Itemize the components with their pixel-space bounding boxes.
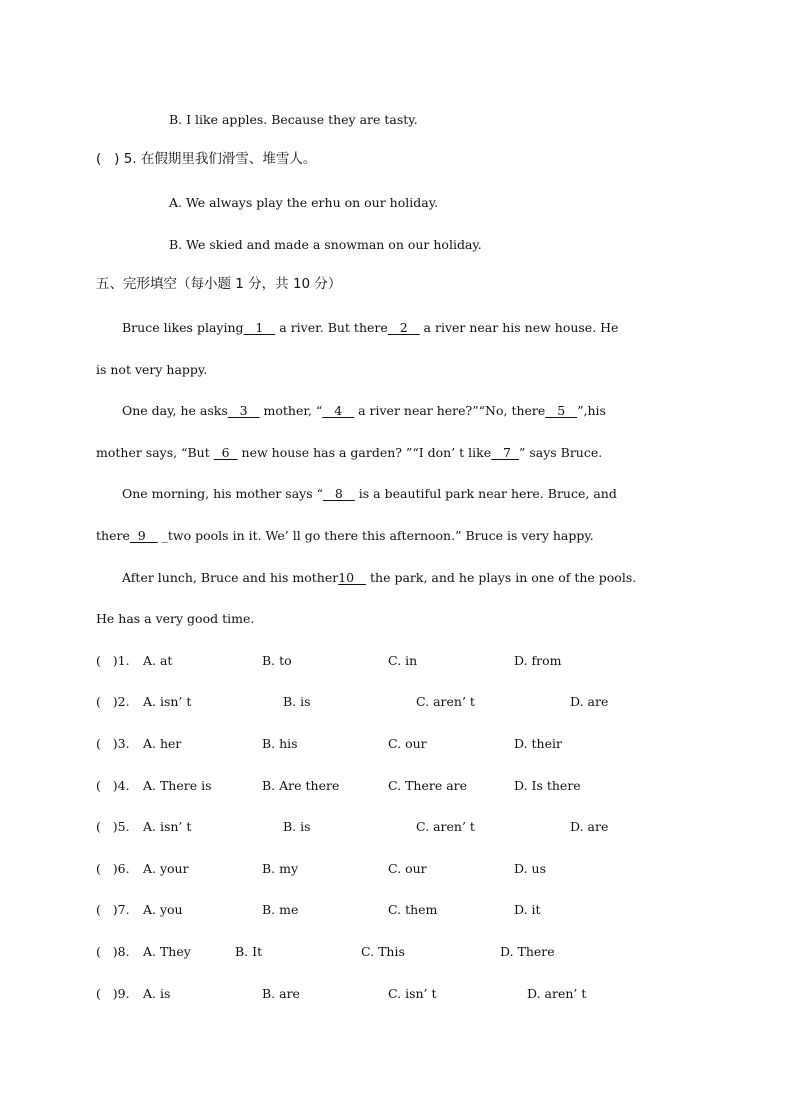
choice-option-a: A. at: [143, 653, 173, 668]
passage-text: mother, “: [259, 403, 323, 418]
choice-option-a: A. There is: [143, 778, 212, 793]
question-5-option-a: A. We always play the erhu on our holiday.: [169, 195, 439, 210]
choice-option-a: A. you: [143, 902, 183, 917]
choice-option-b: B. is: [283, 694, 311, 709]
choice-option-b: B. to: [262, 653, 292, 668]
choice-option-c: C. aren’ t: [416, 694, 475, 709]
answer-blank: 10: [338, 570, 367, 585]
passage-text: ”,his: [577, 403, 606, 418]
passage-text: One day, he asks: [122, 403, 228, 418]
choice-number: ( )8.: [96, 944, 130, 959]
passage-text: is a beautiful park near here. Bruce, and: [354, 486, 617, 501]
passage-text: is not very happy.: [96, 362, 208, 377]
passage-line: [96, 528, 594, 544]
choice-option-c: C. There are: [388, 778, 468, 793]
passage-text: He has a very good time.: [96, 611, 255, 626]
choice-option-a: A. isn’ t: [143, 819, 192, 834]
choice-option-c: C. our: [388, 861, 427, 876]
choice-option-d: D. their: [514, 736, 562, 751]
choice-number: ( )9.: [96, 986, 130, 1001]
choice-option-b: B. Are there: [262, 778, 340, 793]
choice-option-b: B. It: [235, 944, 263, 959]
passage-line: [96, 362, 207, 378]
choice-option-d: D. are: [570, 694, 609, 709]
choice-option-b: B. his: [262, 736, 298, 751]
choice-option-c: C. aren’ t: [416, 819, 475, 834]
choice-number: ( )1.: [96, 653, 130, 668]
choice-option-d: D. There: [500, 944, 555, 959]
answer-blank: 9: [129, 528, 158, 543]
choice-option-c: C. isn’ t: [388, 986, 437, 1001]
answer-blank: 6: [213, 445, 238, 460]
choice-option-a: A. your: [143, 861, 189, 876]
choice-option-a: A. her: [143, 736, 182, 751]
passage-line: [122, 320, 618, 336]
answer-blank: 5: [545, 403, 578, 418]
passage-line: [122, 403, 606, 419]
passage-text: After lunch, Bruce and his mother: [122, 570, 339, 585]
choice-option-d: D. it: [514, 902, 541, 917]
passage-line: [96, 445, 602, 461]
choice-number: ( )2.: [96, 694, 130, 709]
choice-option-c: C. them: [388, 902, 438, 917]
choice-option-d: D. us: [514, 861, 546, 876]
choice-option-a: A. is: [143, 986, 171, 1001]
choice-option-d: D. from: [514, 653, 562, 668]
choice-option-c: C. This: [361, 944, 405, 959]
passage-text: new house has a garden? ”“I don’ t like: [237, 445, 492, 460]
answer-blank: 7: [491, 445, 519, 460]
answer-blank: 1: [243, 320, 276, 335]
passage-text: the park, and he plays in one of the pools.: [366, 570, 637, 585]
passage-line: [122, 486, 617, 502]
passage-text: mother says, “But: [96, 445, 214, 460]
question-5-stem: ( ) 5. 在假期里我们滑雪、堆雪人。: [96, 151, 317, 167]
passage-text: a river near here?”“No, there: [354, 403, 546, 418]
choice-option-d: D. are: [570, 819, 609, 834]
passage-line: [122, 570, 636, 586]
choice-option-b: B. me: [262, 902, 299, 917]
passage-text: _two pools in it. We’ ll go there this afternoon.” Bruce is very happy.: [157, 528, 594, 543]
choice-number: ( )6.: [96, 861, 130, 876]
prev-question-option-b: B. I like apples. Because they are tasty.: [169, 112, 418, 127]
choice-option-b: B. my: [262, 861, 299, 876]
section-5-heading: 五、完形填空（每小题 1 分，共 10 分）: [96, 276, 342, 292]
choice-option-b: B. are: [262, 986, 300, 1001]
choice-option-a: A. isn’ t: [143, 694, 192, 709]
question-5-option-b: B. We skied and made a snowman on our holiday.: [169, 237, 482, 252]
choice-option-c: C. our: [388, 736, 427, 751]
choice-number: ( )7.: [96, 902, 130, 917]
passage-text: ” says Bruce.: [518, 445, 603, 460]
passage-text: a river near his new house. He: [419, 320, 619, 335]
choice-option-d: D. aren’ t: [527, 986, 587, 1001]
choice-number: ( )5.: [96, 819, 130, 834]
choice-option-a: A. They: [143, 944, 191, 959]
choice-option-d: D. Is there: [514, 778, 581, 793]
choice-option-b: B. is: [283, 819, 311, 834]
choice-number: ( )3.: [96, 736, 130, 751]
choice-number: ( )4.: [96, 778, 130, 793]
passage-text: a river. But there: [275, 320, 388, 335]
passage-line: [96, 611, 254, 627]
passage-text: Bruce likes playing: [122, 320, 244, 335]
passage-text: One morning, his mother says “: [122, 486, 324, 501]
passage-text: there: [96, 528, 130, 543]
choice-option-c: C. in: [388, 653, 418, 668]
answer-blank: 8: [323, 486, 355, 501]
answer-blank: 2: [387, 320, 420, 335]
answer-blank: 4: [322, 403, 355, 418]
answer-blank: 3: [227, 403, 260, 418]
